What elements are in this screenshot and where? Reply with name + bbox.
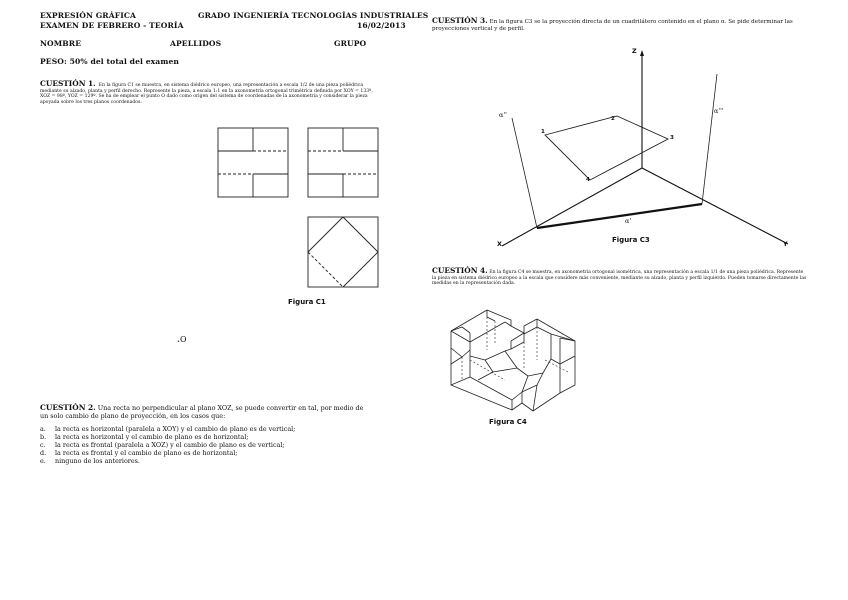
option-b[interactable]: b. la recta es horizontal y el cambio de plano es de horizontal; bbox=[40, 433, 249, 441]
option-d[interactable]: d. la recta es frontal y el cambio de plano es de horizontal; bbox=[40, 449, 238, 457]
exam-title: EXAMEN DE FEBRERO - TEORÍA bbox=[40, 21, 184, 30]
figure-c4-caption: Figura C4 bbox=[489, 418, 527, 426]
option-e[interactable]: e. ninguno de los anteriores. bbox=[40, 457, 140, 465]
question-1-text: En la figura C1 se muestra, en sistema diédrico europeo, una representación a escala 1/2 de una pieza poliédrica mediante su alzado, planta y perfil derecho. Represente la pieza, a escala 1:1 en la axonometría ortogonal trimétrica definida por XOY = 133º, XOZ = 98º, YOZ = 129º. Se ha de emplear el punto O dado como origen del sistema de coordenadas de la axonometría y considerar la pieza apoyada sobre los tres planos coordenados. bbox=[40, 83, 373, 105]
origin-point-o: •O bbox=[177, 335, 187, 345]
question-2-title: CUESTIÓN 2. bbox=[40, 403, 96, 412]
axis-x-label: X bbox=[497, 240, 502, 248]
question-4-text: En la figura C4 se muestra, en axonometría ortogonal isométrica, una representación a escala 1/1 de una pieza poliédrica. Represente la pieza en sistema diédrico europeo a la escala que considere más conveniente, mediante su alzado, planta y perfil izquierdo. Pueden tomarse directamente las medidas en la representación dada. bbox=[432, 270, 807, 287]
option-c[interactable]: c. la recta es frontal (paralela a XOZ) y el cambio de plano es de vertical; bbox=[40, 441, 285, 449]
point-2-label: 2 bbox=[611, 116, 615, 122]
question-4-title: CUESTIÓN 4. bbox=[432, 266, 488, 275]
point-1-label: 1 bbox=[541, 129, 545, 135]
figure-c3-caption: Figura C3 bbox=[612, 236, 650, 244]
question-1-title: CUESTIÓN 1. bbox=[40, 79, 96, 88]
point-4-label: 4 bbox=[586, 177, 590, 183]
exam-date: 16/02/2013 bbox=[357, 21, 406, 30]
question-3-title: CUESTIÓN 3. bbox=[432, 16, 488, 25]
axis-z-label: Z bbox=[632, 47, 637, 55]
option-a[interactable]: a. la recta es horizontal (paralela a XOY) y el cambio de plano es de vertical; bbox=[40, 425, 296, 433]
subject-title: EXPRESIÓN GRÁFICA bbox=[40, 11, 136, 20]
trace-vertical-label: α'' bbox=[499, 111, 507, 119]
exam-weight: PESO: 50% del total del examen bbox=[40, 57, 180, 66]
degree-title: GRADO INGENIERÍA TECNOLOGÍAS INDUSTRIALES bbox=[198, 11, 429, 20]
origin-label: O bbox=[179, 335, 187, 344]
figure-c1-caption: Figura C1 bbox=[288, 298, 326, 306]
trace-horizontal-label: α' bbox=[625, 217, 632, 225]
trace-profile-label: α''' bbox=[714, 107, 724, 115]
question-3-text: En la figura C3 se la proyección directa de un cuadrilátero contenido en el plano α. Se pide determinar las proyecciones vertical y de perfil. bbox=[432, 19, 793, 32]
axis-y-label: Y bbox=[783, 240, 788, 248]
surname-field-label: APELLIDOS bbox=[170, 39, 222, 48]
group-field-label: GRUPO bbox=[334, 39, 367, 48]
point-3-label: 3 bbox=[670, 135, 674, 141]
name-field-label: NOMBRE bbox=[40, 39, 82, 48]
question-2-text: Una recta no perpendicular al plano XOZ, se puede convertir en tal, por medio de un solo cambio de plano de proyección, en los casos que: bbox=[40, 404, 364, 420]
